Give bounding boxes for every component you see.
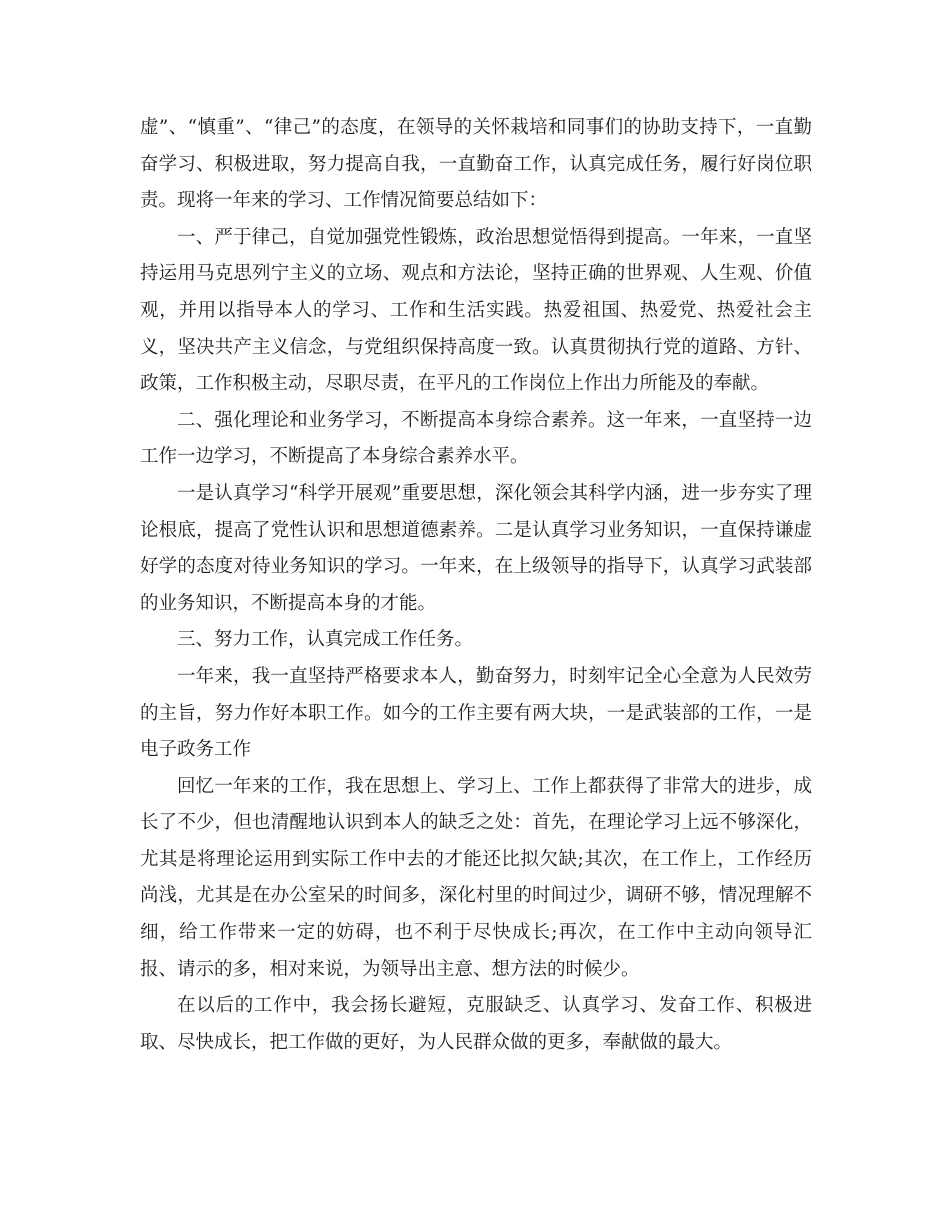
document-body	[140, 110, 812, 1061]
paragraph-section-three: 三、努力工作，认真完成工作任务。	[177, 629, 474, 651]
paragraph-section-one: 一、严于律己，自觉加强党性锻炼，政治思想觉悟得到提高。一年来，一直坚持运用马克思列宁主义的立场、观点和方法论，坚持正确的世界观、人生观、价值观，并用以指导本人的学习、工作和生活实践。热爱祖国、热爱党、热爱社会主义，坚决共产主义信念，与党组织保持高度一致。认真贯彻执行党的道路、方针、政策，工作积极主动，尽职尽责，在平凡的工作岗位上作出力所能及的奉献。	[140, 226, 812, 395]
paragraph-reflection: 回忆一年来的工作，我在思想上、学习上、工作上都获得了非常大的进步，成长了不少，但也清醒地认识到本人的缺乏之处：首先，在理论学习上远不够深化，尤其是将理论运用到实际工作中去的才能还比拟欠缺;其次，在工作上，工作经历尚浅，尤其是在办公室呆的时间多，深化村里的时间过少，调研不够，情况理解不细，给工作带来一定的妨碍，也不利于尽快成长;再次，在工作中主动向领导汇报、请示的多，相对来说，为领导出主意、想方法的时候少。	[140, 775, 812, 980]
paragraph-study-details: 一是认真学习“科学开展观”重要思想，深化领会其科学内涵，进一步夯实了理论根底，提高了党性认识和思想道德素养。二是认真学习业务知识，一直保持谦虚好学的态度对待业务知识的学习。一年来，在上级领导的指导下，认真学习武装部的业务知识，不断提高本身的才能。	[140, 482, 812, 614]
paragraph-section-two: 二、强化理论和业务学习，不断提高本身综合素养。这一年来，一直坚持一边工作一边学习，不断提高了本身综合素养水平。	[140, 409, 812, 468]
paragraph-intro-continuation: 虚”、“慎重”、“律己”的态度，在领导的关怀栽培和同事们的协助支持下，一直勤奋学习、积极进取，努力提高自我，一直勤奋工作，认真完成任务，履行好岗位职责。现将一年来的学习、工作情况简要总结如下：	[140, 117, 812, 212]
paragraph-work-details: 一年来，我一直坚持严格要求本人，勤奋努力，时刻牢记全心全意为人民效劳的主旨，努力作好本职工作。如今的工作主要有两大块，一是武装部的工作，一是电子政务工作	[140, 665, 812, 761]
paragraph-conclusion: 在以后的工作中，我会扬长避短，克服缺乏、认真学习、发奋工作、积极进取、尽快成长，把工作做的更好，为人民群众做的更多，奉献做的最大。	[140, 995, 812, 1053]
